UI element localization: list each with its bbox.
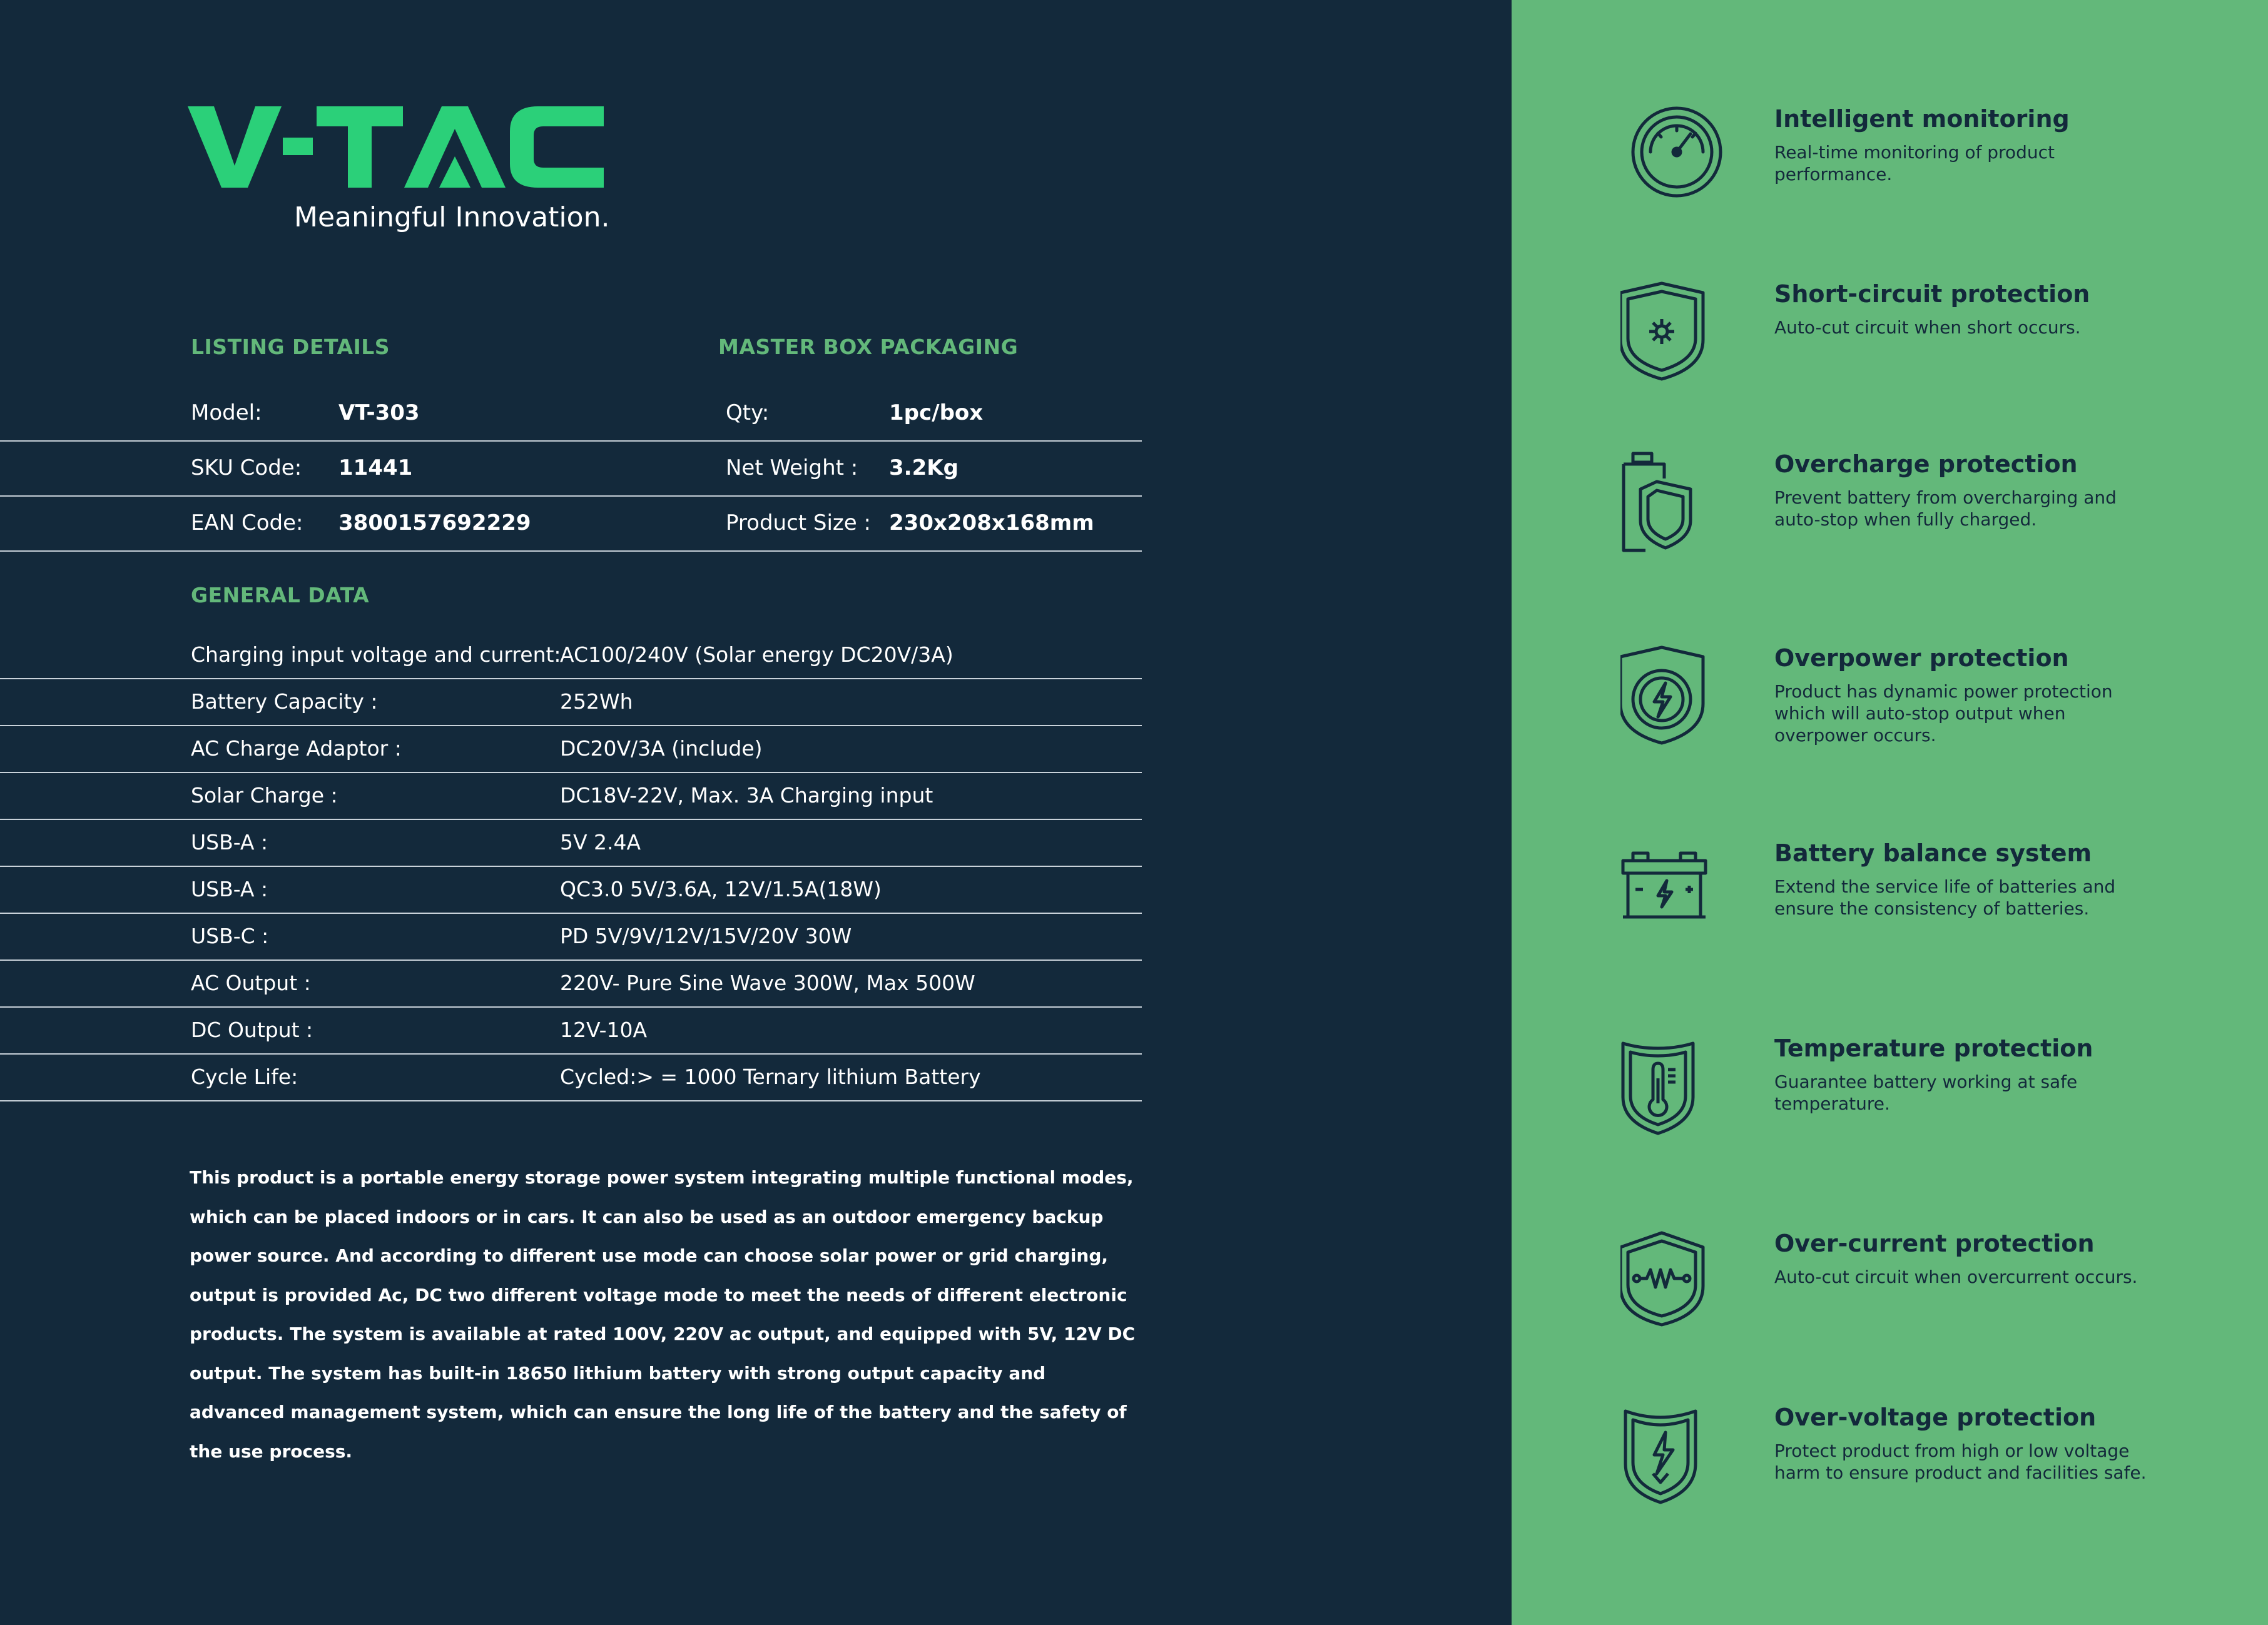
general-label: Cycle Life:: [191, 1065, 298, 1089]
packaging-value: 1pc/box: [889, 400, 984, 425]
feature-item: [1620, 450, 2246, 575]
general-row: [0, 819, 1142, 867]
shield-circuit-icon: [1620, 280, 1733, 393]
features-panel: [1512, 0, 2268, 1625]
tagline: Meaningful Innovation.: [294, 201, 610, 233]
packaging-value: 3.2Kg: [889, 455, 959, 480]
feature-item: [1620, 105, 2246, 230]
packaging-label: Net Weight :: [726, 455, 858, 480]
feature-item: [1620, 1404, 2246, 1529]
shield-wave-icon: [1620, 1230, 1733, 1342]
general-label: USB-A :: [191, 877, 268, 901]
feature-desc: Guarantee battery working at safe temperature.: [1774, 1071, 2078, 1114]
general-label: AC Output :: [191, 971, 311, 995]
gauge-icon: [1620, 105, 1733, 218]
feature-desc: Real-time monitoring of product performance.: [1774, 142, 2055, 185]
general-row: [0, 1006, 1142, 1055]
car-battery-icon: [1620, 839, 1733, 952]
general-value: QC3.0 5V/3.6A, 12V/1.5A(18W): [560, 877, 882, 901]
shield-bolt-icon: [1620, 644, 1733, 757]
packaging-label: Product Size :: [726, 510, 871, 535]
general-row: [0, 866, 1142, 914]
listing-value: 11441: [338, 455, 413, 480]
general-row: [0, 678, 1142, 726]
feature-title: Over-current protection: [1774, 1230, 2095, 1257]
shield-thermometer-icon: [1620, 1035, 1733, 1147]
packaging-label: Qty:: [726, 400, 770, 425]
general-data-title: GENERAL DATA: [191, 583, 370, 607]
general-label: USB-A :: [191, 830, 268, 854]
listing-value: VT-303: [338, 400, 420, 425]
listing-row: [0, 440, 1142, 497]
feature-title: Overpower protection: [1774, 644, 2069, 672]
feature-item: [1620, 1035, 2246, 1160]
feature-title: Short-circuit protection: [1774, 280, 2090, 308]
feature-title: Temperature protection: [1774, 1035, 2093, 1062]
feature-desc: Prevent battery from overcharging and auto-stop when fully charged.: [1774, 487, 2117, 530]
general-value: PD 5V/9V/12V/15V/20V 30W: [560, 924, 852, 948]
general-row: [0, 1053, 1142, 1101]
feature-title: Over-voltage protection: [1774, 1404, 2097, 1431]
feature-desc: Protect product from high or low voltage harm to ensure product and facilities safe.: [1774, 1440, 2147, 1483]
general-label: Battery Capacity :: [191, 689, 378, 714]
general-value: Cycled:> = 1000 Ternary lithium Battery: [560, 1065, 981, 1089]
feature-item: [1620, 839, 2246, 964]
feature-desc: Auto-cut circuit when overcurrent occurs.: [1774, 1267, 2138, 1287]
general-value: 12V-10A: [560, 1018, 648, 1042]
feature-item: [1620, 280, 2246, 405]
feature-title: Overcharge protection: [1774, 450, 2078, 478]
general-label: Solar Charge :: [191, 783, 338, 807]
general-label: USB-C :: [191, 924, 269, 948]
shield-voltage-icon: [1620, 1404, 1733, 1516]
listing-label: EAN Code:: [191, 510, 303, 535]
general-value: DC20V/3A (include): [560, 736, 763, 761]
general-value: 252Wh: [560, 689, 633, 714]
listing-details-title: LISTING DETAILS: [191, 335, 390, 359]
feature-title: Intelligent monitoring: [1774, 105, 2070, 133]
listing-row: [0, 385, 1142, 442]
master-box-title: MASTER BOX PACKAGING: [718, 335, 1019, 359]
general-row: [0, 725, 1142, 773]
battery-shield-icon: [1620, 450, 1733, 563]
listing-row: [0, 495, 1142, 552]
v-tac-logo: [188, 106, 604, 194]
feature-title: Battery balance system: [1774, 839, 2092, 867]
general-row: [0, 631, 1142, 679]
general-value: AC100/240V (Solar energy DC20V/3A): [560, 642, 953, 667]
feature-desc: Product has dynamic power protection which will auto-stop output when overpower occurs.: [1774, 681, 2113, 746]
general-value: 220V- Pure Sine Wave 300W, Max 500W: [560, 971, 975, 995]
packaging-value: 230x208x168mm: [889, 510, 1094, 535]
general-label: DC Output :: [191, 1018, 313, 1042]
general-label: Charging input voltage and current:: [191, 642, 561, 667]
feature-desc: Extend the service life of batteries and ensure the consistency of batteries.: [1774, 876, 2116, 919]
general-row: [0, 772, 1142, 820]
feature-desc: Auto-cut circuit when short occurs.: [1774, 317, 2081, 338]
general-row: [0, 913, 1142, 961]
listing-label: Model:: [191, 400, 262, 425]
general-label: AC Charge Adaptor :: [191, 736, 402, 761]
general-value: 5V 2.4A: [560, 830, 641, 854]
listing-value: 3800157692229: [338, 510, 531, 535]
feature-item: [1620, 644, 2246, 769]
feature-item: [1620, 1230, 2246, 1355]
product-description: This product is a portable energy storage power system integrating multiple functional modes, which can be placed indoors or in cars. It can also be used as an outdoor emergency backup power source. And according to different use mode can choose solar power or grid charging, output is provided Ac, DC two different voltage mode to meet the needs of different electronic products. The system is available at rated 100V, 220V ac output, and equipped with 5V, 12V DC output. The system has built-in 18650 lithium battery with strong output capacity and advanced management system, which can ensure the long life of the battery and the safety of the use process.: [190, 1167, 1136, 1462]
general-row: [0, 959, 1142, 1008]
listing-label: SKU Code:: [191, 455, 302, 480]
general-value: DC18V-22V, Max. 3A Charging input: [560, 783, 933, 807]
